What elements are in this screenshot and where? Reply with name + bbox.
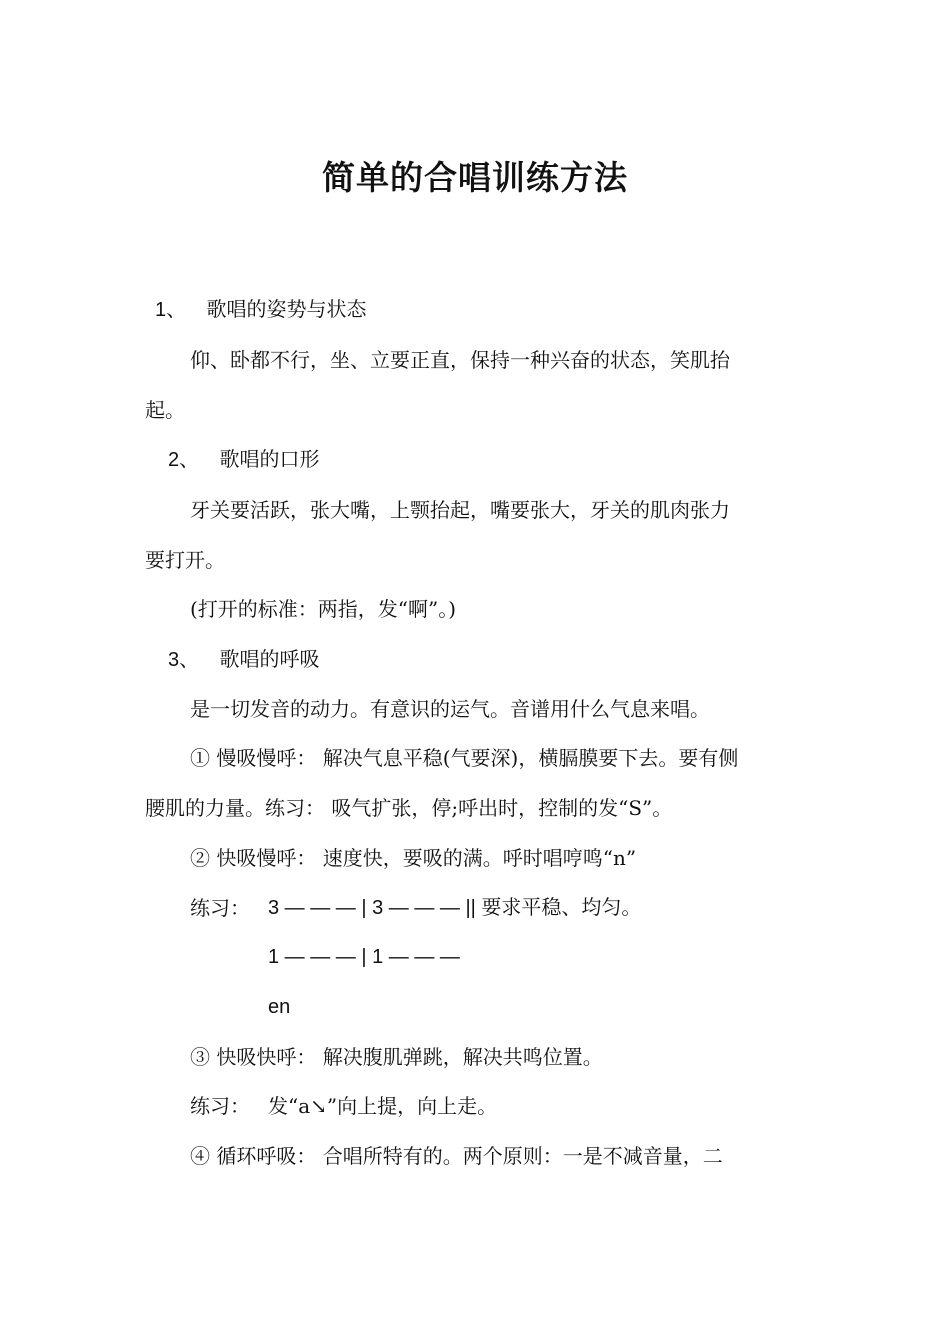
exercise-notation-line-1: 3 — — — | 3 — — — || 要求平稳、均匀。 xyxy=(268,897,642,919)
section-2-paragraph-line-1: 牙关要活跃，张大嘴，上颚抬起，嘴要张大，牙关的肌肉张力 xyxy=(190,498,730,522)
section-1-paragraph-line-2: 起。 xyxy=(145,398,185,422)
section-2-number: 2、 xyxy=(168,449,200,471)
section-1-title: 歌唱的姿势与状态 xyxy=(206,297,367,321)
exercise-notation-line-2: 1 — — — | 1 — — — xyxy=(268,946,460,968)
breathing-item-2: ② 快吸慢呼： 速度快，要吸的满。呼时唱哼鸣“n” xyxy=(190,846,637,870)
exercise-notation-line-3: en xyxy=(268,996,291,1018)
section-3-title: 歌唱的呼吸 xyxy=(219,647,320,671)
breathing-item-4: ④ 循环呼吸： 合唱所特有的。两个原则：一是不减音量，二 xyxy=(190,1144,723,1168)
breathing-item-1-line-1: ① 慢吸慢呼： 解决气息平稳(气要深)，横膈膜要下去。要有侧 xyxy=(190,746,739,770)
section-2-title: 歌唱的口形 xyxy=(219,447,320,471)
section-3-intro: 是一切发音的动力。有意识的运气。音谱用什么气息来唱。 xyxy=(190,697,710,721)
page-title: 简单的合唱训练方法 xyxy=(322,158,628,197)
section-3-number: 3、 xyxy=(168,649,200,671)
exercise-2-text: 发“a↘”向上提，向上走。 xyxy=(268,1094,498,1118)
breathing-item-1-line-2: 腰肌的力量。练习： 吸气扩张，停;呼出时，控制的发“S”。 xyxy=(145,796,673,820)
breathing-item-3: ③ 快吸快呼： 解决腹肌弹跳，解决共鸣位置。 xyxy=(190,1045,603,1069)
exercise-2-label: 练习： xyxy=(190,1094,250,1118)
exercise-label: 练习： xyxy=(190,896,250,920)
section-2-heading xyxy=(168,445,319,474)
section-3-heading xyxy=(168,645,319,674)
section-1-heading xyxy=(155,295,366,324)
section-2-paragraph-line-2: 要打开。 xyxy=(145,548,225,572)
section-1-paragraph-line-1: 仰、卧都不行，坐、立要正直，保持一种兴奋的状态，笑肌抬 xyxy=(190,348,730,372)
section-2-note: (打开的标准：两指，发“啊”。) xyxy=(190,597,457,621)
section-1-number: 1、 xyxy=(155,299,187,321)
